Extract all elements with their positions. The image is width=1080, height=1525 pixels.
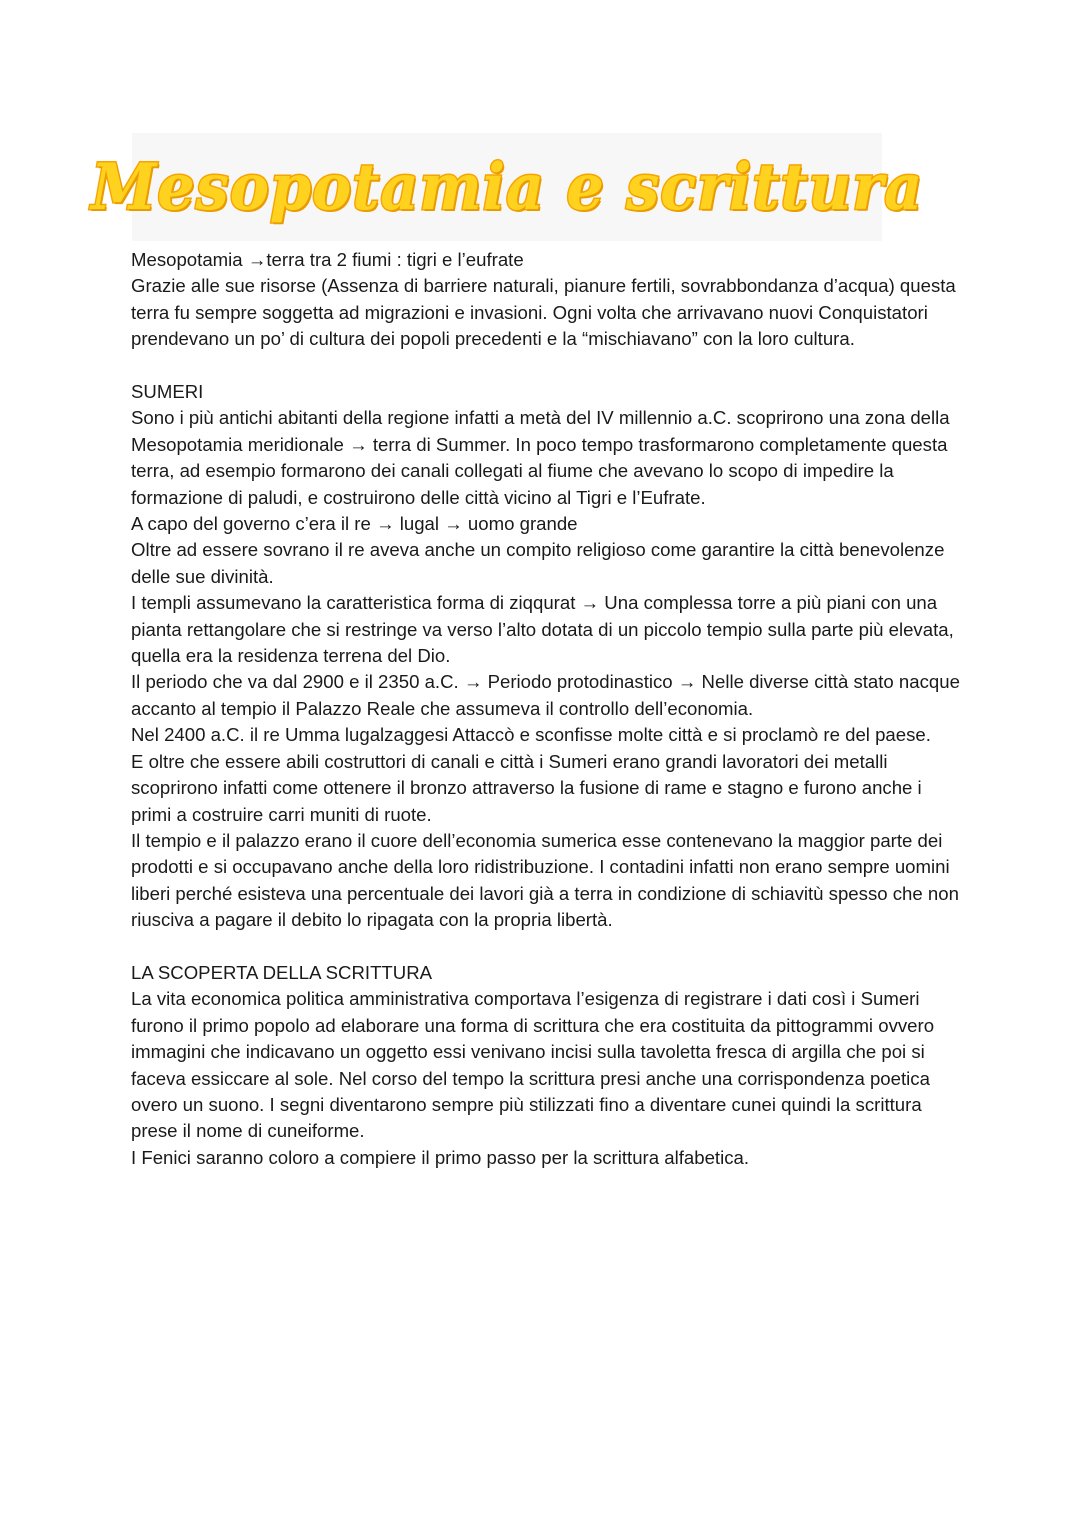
sumeri-paragraph-5: Il periodo che va dal 2900 e il 2350 a.C. → Periodo protodinastico → Nelle diverse città stato nacque accanto al tempio il Palazzo Reale che assumeva il controllo dell’economia. — [131, 671, 960, 719]
section-heading-scrittura: LA SCOPERTA DELLA SCRITTURA — [131, 961, 433, 983]
sumeri-paragraph-1: Sono i più antichi abitanti della regione infatti a metà del IV millennio a.C. scoprirono una zona della Mesopotamia meridionale → terra di Summer. In poco tempo trasformarono completamente questa terra, ad esempio formarono dei canali collegati al fiume che avevano lo scopo di impedire la formazione di paludi, e costruirono delle città vicino al Tigri e l’Eufrate. — [131, 407, 950, 508]
intro-line: Mesopotamia →terra tra 2 fiumi : tigri e l’eufrate — [131, 249, 524, 270]
spacer — [131, 934, 961, 960]
sumeri-paragraph-4: I templi assumevano la caratteristica forma di ziqqurat → Una complessa torre a più piani con una pianta rettangolare che si restringe va verso l’alto dotata di un piccolo tempio sulla parte più elevata, quella era la residenza terrena del Dio. — [131, 592, 954, 667]
sumeri-paragraph-6: Nel 2400 a.C. il re Umma lugalzaggesi Attaccò e sconfisse molte città e si proclamò re del paese. — [131, 724, 931, 746]
scrittura-paragraph-1: La vita economica politica amministrativa comportava l’esigenza di registrare i dati così i Sumeri furono il primo popolo ad elaborare una forma di scrittura che era costituita da pittogrammi ovvero immagini che indicavano un oggetto essi venivano incisi sulla tavoletta fresca di argilla che poi si faceva essiccare al sole. Nel corso del tempo la scrittura presi anche una corrispondenza poetica overo un suono. I segni diventarono sempre più stilizzati fino a diventare cunei quindi la scrittura prese il nome di cuneiforme. — [131, 988, 935, 1142]
spacer — [131, 353, 961, 379]
sumeri-paragraph-2: A capo del governo c’era il re → lugal → uomo grande — [131, 513, 578, 535]
page-title: Mesopotamia e scrittura — [90, 149, 924, 225]
sumeri-paragraph-8: Il tempio e il palazzo erano il cuore dell’economia sumerica esse contenevano la maggior parte dei prodotti e si occupavano anche della loro ridistribuzione. I contadini infatti non erano sempre uomini liberi perché esisteva una percentuale dei lavori già a terra in condizione di schiavitù spesso che non riusciva a pagare il debito lo ripagata con la propria libertà. — [131, 829, 959, 931]
sumeri-paragraph-3: Oltre ad essere sovrano il re aveva anche un compito religioso come garantire la città benevolenze delle sue divinità. — [131, 539, 945, 587]
scrittura-paragraph-2: I Fenici saranno coloro a compiere il primo passo per la scrittura alfabetica. — [131, 1146, 750, 1168]
document-body — [131, 247, 961, 1171]
title-banner — [90, 133, 924, 241]
section-heading-sumeri: SUMERI — [131, 381, 204, 403]
sumeri-paragraph-7: E oltre che essere abili costruttori di canali e città i Sumeri erano grandi lavoratori dei metalli scoprirono infatti come ottenere il bronzo attraverso la fusione di rame e stagno e furono anche i primi a costruire carri muniti di ruote. — [131, 750, 922, 825]
intro-paragraph: Grazie alle sue risorse (Assenza di barriere naturali, pianure fertili, sovrabbondanza d’acqua) questa terra fu sempre soggetta ad migrazioni e invasioni. Ogni volta che arrivavano nuovi Conquistatori prendevano un po’ di cultura dei popoli precedenti e la “mischiavano” con la loro cultura. — [131, 275, 956, 350]
